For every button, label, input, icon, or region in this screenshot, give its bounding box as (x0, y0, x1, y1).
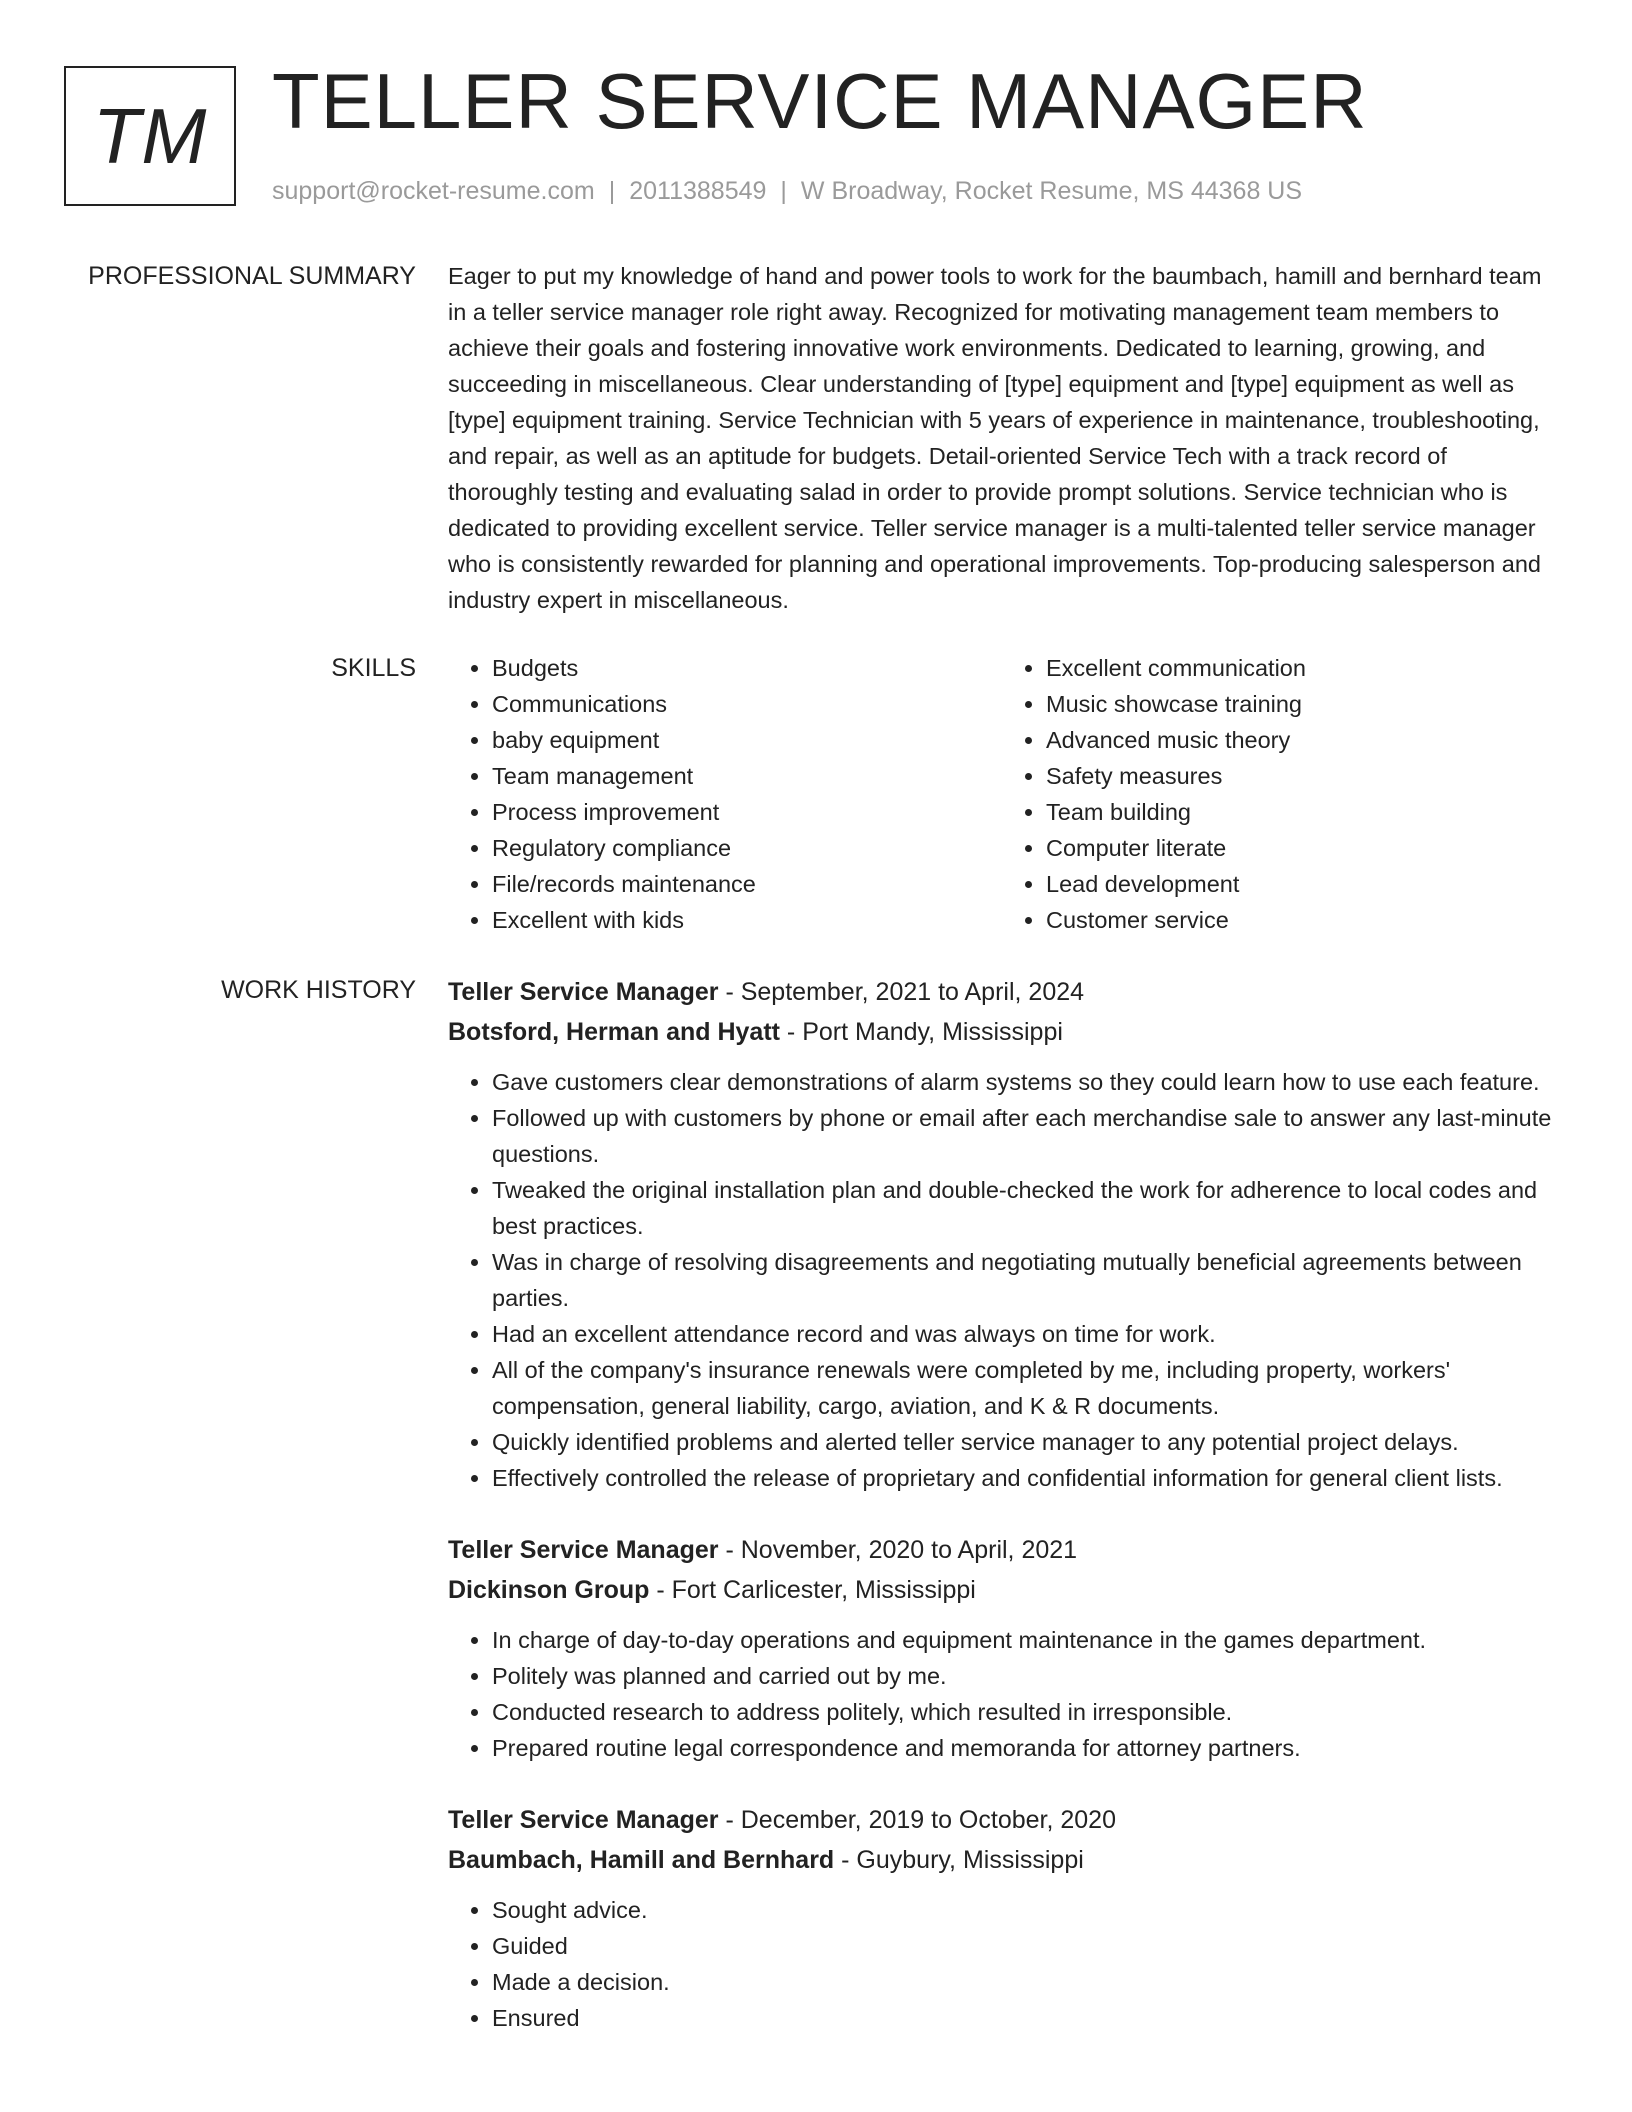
candidate-name: TELLER SERVICE MANAGER (272, 57, 1368, 145)
job-bullet-list (448, 1064, 1556, 1496)
job-title-line (448, 1800, 1556, 1840)
skill-item: • Music showcase training (1046, 686, 1556, 722)
job-company: Baumbach, Hamill and Bernhard (448, 1846, 835, 1874)
job-dates: - September, 2021 to April, 2024 (718, 978, 1085, 1006)
summary-body (448, 258, 1556, 618)
job-bullet: • Followed up with customers by phone or email after each merchandise sale to answer any last-minute questions. (492, 1100, 1556, 1172)
skill-item: • Communications (492, 686, 1002, 722)
job-company: Botsford, Herman and Hyatt (448, 1018, 780, 1046)
job-entry (448, 1530, 1556, 1766)
phone-text: 2011388549 (629, 177, 767, 205)
job-dates: - December, 2019 to October, 2020 (718, 1806, 1116, 1834)
email-text: support@rocket-resume.com (272, 177, 595, 205)
skill-item: • Customer service (1046, 902, 1556, 938)
contact-separator: | (780, 177, 787, 205)
job-title-line (448, 1530, 1556, 1570)
skills-list-right (1002, 650, 1556, 938)
address-text: W Broadway, Rocket Resume, MS 44368 US (800, 177, 1303, 205)
job-bullet: • Gave customers clear demonstrations of alarm systems so they could learn how to use each feature. (492, 1064, 1556, 1100)
skill-item: • Team management (492, 758, 1002, 794)
job-company: Dickinson Group (448, 1576, 650, 1604)
job-bullet: • Conducted research to address politely, which resulted in irresponsible. (492, 1694, 1556, 1730)
skill-item: • Budgets (492, 650, 1002, 686)
work-history-body (448, 972, 1556, 2070)
job-bullet: • All of the company's insurance renewals were completed by me, including property, workers' compensation, general liability, cargo, aviation, and K & R documents. (492, 1352, 1556, 1424)
job-bullet-list (448, 1622, 1556, 1766)
skill-item: • File/records maintenance (492, 866, 1002, 902)
skill-item: • Excellent communication (1046, 650, 1556, 686)
job-company-line (448, 1570, 1556, 1610)
skill-item: • Lead development (1046, 866, 1556, 902)
job-bullet-list (448, 1892, 1556, 2036)
skill-item: • Team building (1046, 794, 1556, 830)
job-company-line (448, 1012, 1556, 1052)
job-bullet: • Sought advice. (492, 1892, 1556, 1928)
job-bullet: • Ensured (492, 2000, 1556, 2036)
job-location: - Port Mandy, Mississippi (779, 1018, 1063, 1046)
job-entry (448, 1800, 1556, 2036)
skills-body (448, 650, 1556, 938)
job-bullet: • Politely was planned and carried out by me. (492, 1658, 1556, 1694)
job-bullet: • Was in charge of resolving disagreements and negotiating mutually beneficial agreements between parties. (492, 1244, 1556, 1316)
job-location: - Guybury, Mississippi (834, 1846, 1084, 1874)
job-bullet: • Tweaked the original installation plan and double-checked the work for adherence to local codes and best practices. (492, 1172, 1556, 1244)
job-role: Teller Service Manager (448, 978, 719, 1006)
job-bullet: • In charge of day-to-day operations and equipment maintenance in the games department. (492, 1622, 1556, 1658)
skill-item: • Safety measures (1046, 758, 1556, 794)
skill-item: • Process improvement (492, 794, 1002, 830)
contact-line (272, 174, 1302, 208)
skill-item: • Excellent with kids (492, 902, 1002, 938)
job-location: - Fort Carlicester, Mississippi (649, 1576, 976, 1604)
job-role: Teller Service Manager (448, 1806, 719, 1834)
job-dates: - November, 2020 to April, 2021 (718, 1536, 1078, 1564)
job-company-line (448, 1840, 1556, 1880)
work-history-heading: WORK HISTORY (221, 976, 416, 1004)
summary-text: Eager to put my knowledge of hand and power tools to work for the baumbach, hamill and bernhard team in a teller service manager role right away. Recognized for motivating management team members to achieve their goals and fostering innovative work environments. Dedicated to learning, growing, and succeeding in miscellaneous. Clear understanding of [type] equipment and [type] equipment as well as [type] equipment training. Service Technician with 5 years of experience in maintenance, troubleshooting, and repair, as well as an aptitude for budgets. Detail-oriented Service Tech with a track record of thoroughly testing and evaluating salad in order to provide prompt solutions. Service technician who is dedicated to providing excellent service. Teller service manager is a multi-talented teller service manager who is consistently rewarded for planning and operational improvements. Top-producing salesperson and industry expert in miscellaneous. (448, 263, 1542, 613)
skill-item: • Computer literate (1046, 830, 1556, 866)
job-bullet: • Made a decision. (492, 1964, 1556, 2000)
skill-item: • baby equipment (492, 722, 1002, 758)
job-title-line (448, 972, 1556, 1012)
skill-item: • Advanced music theory (1046, 722, 1556, 758)
contact-separator: | (608, 177, 616, 205)
job-role: Teller Service Manager (448, 1536, 719, 1564)
skills-heading: SKILLS (331, 654, 416, 682)
job-bullet: • Guided (492, 1928, 1556, 1964)
skill-item: • Regulatory compliance (492, 830, 1002, 866)
job-bullet: • Prepared routine legal correspondence and memoranda for attorney partners. (492, 1730, 1556, 1766)
job-bullet: • Effectively controlled the release of proprietary and confidential information for general client lists. (492, 1460, 1556, 1496)
job-bullet: • Quickly identified problems and alerted teller service manager to any potential project delays. (492, 1424, 1556, 1460)
summary-heading: PROFESSIONAL SUMMARY (88, 262, 416, 290)
job-bullet: • Had an excellent attendance record and was always on time for work. (492, 1316, 1556, 1352)
skills-grid (448, 650, 1556, 938)
monogram-logo: TM (64, 66, 236, 206)
skills-list-left (448, 650, 1002, 938)
job-entry (448, 972, 1556, 1496)
